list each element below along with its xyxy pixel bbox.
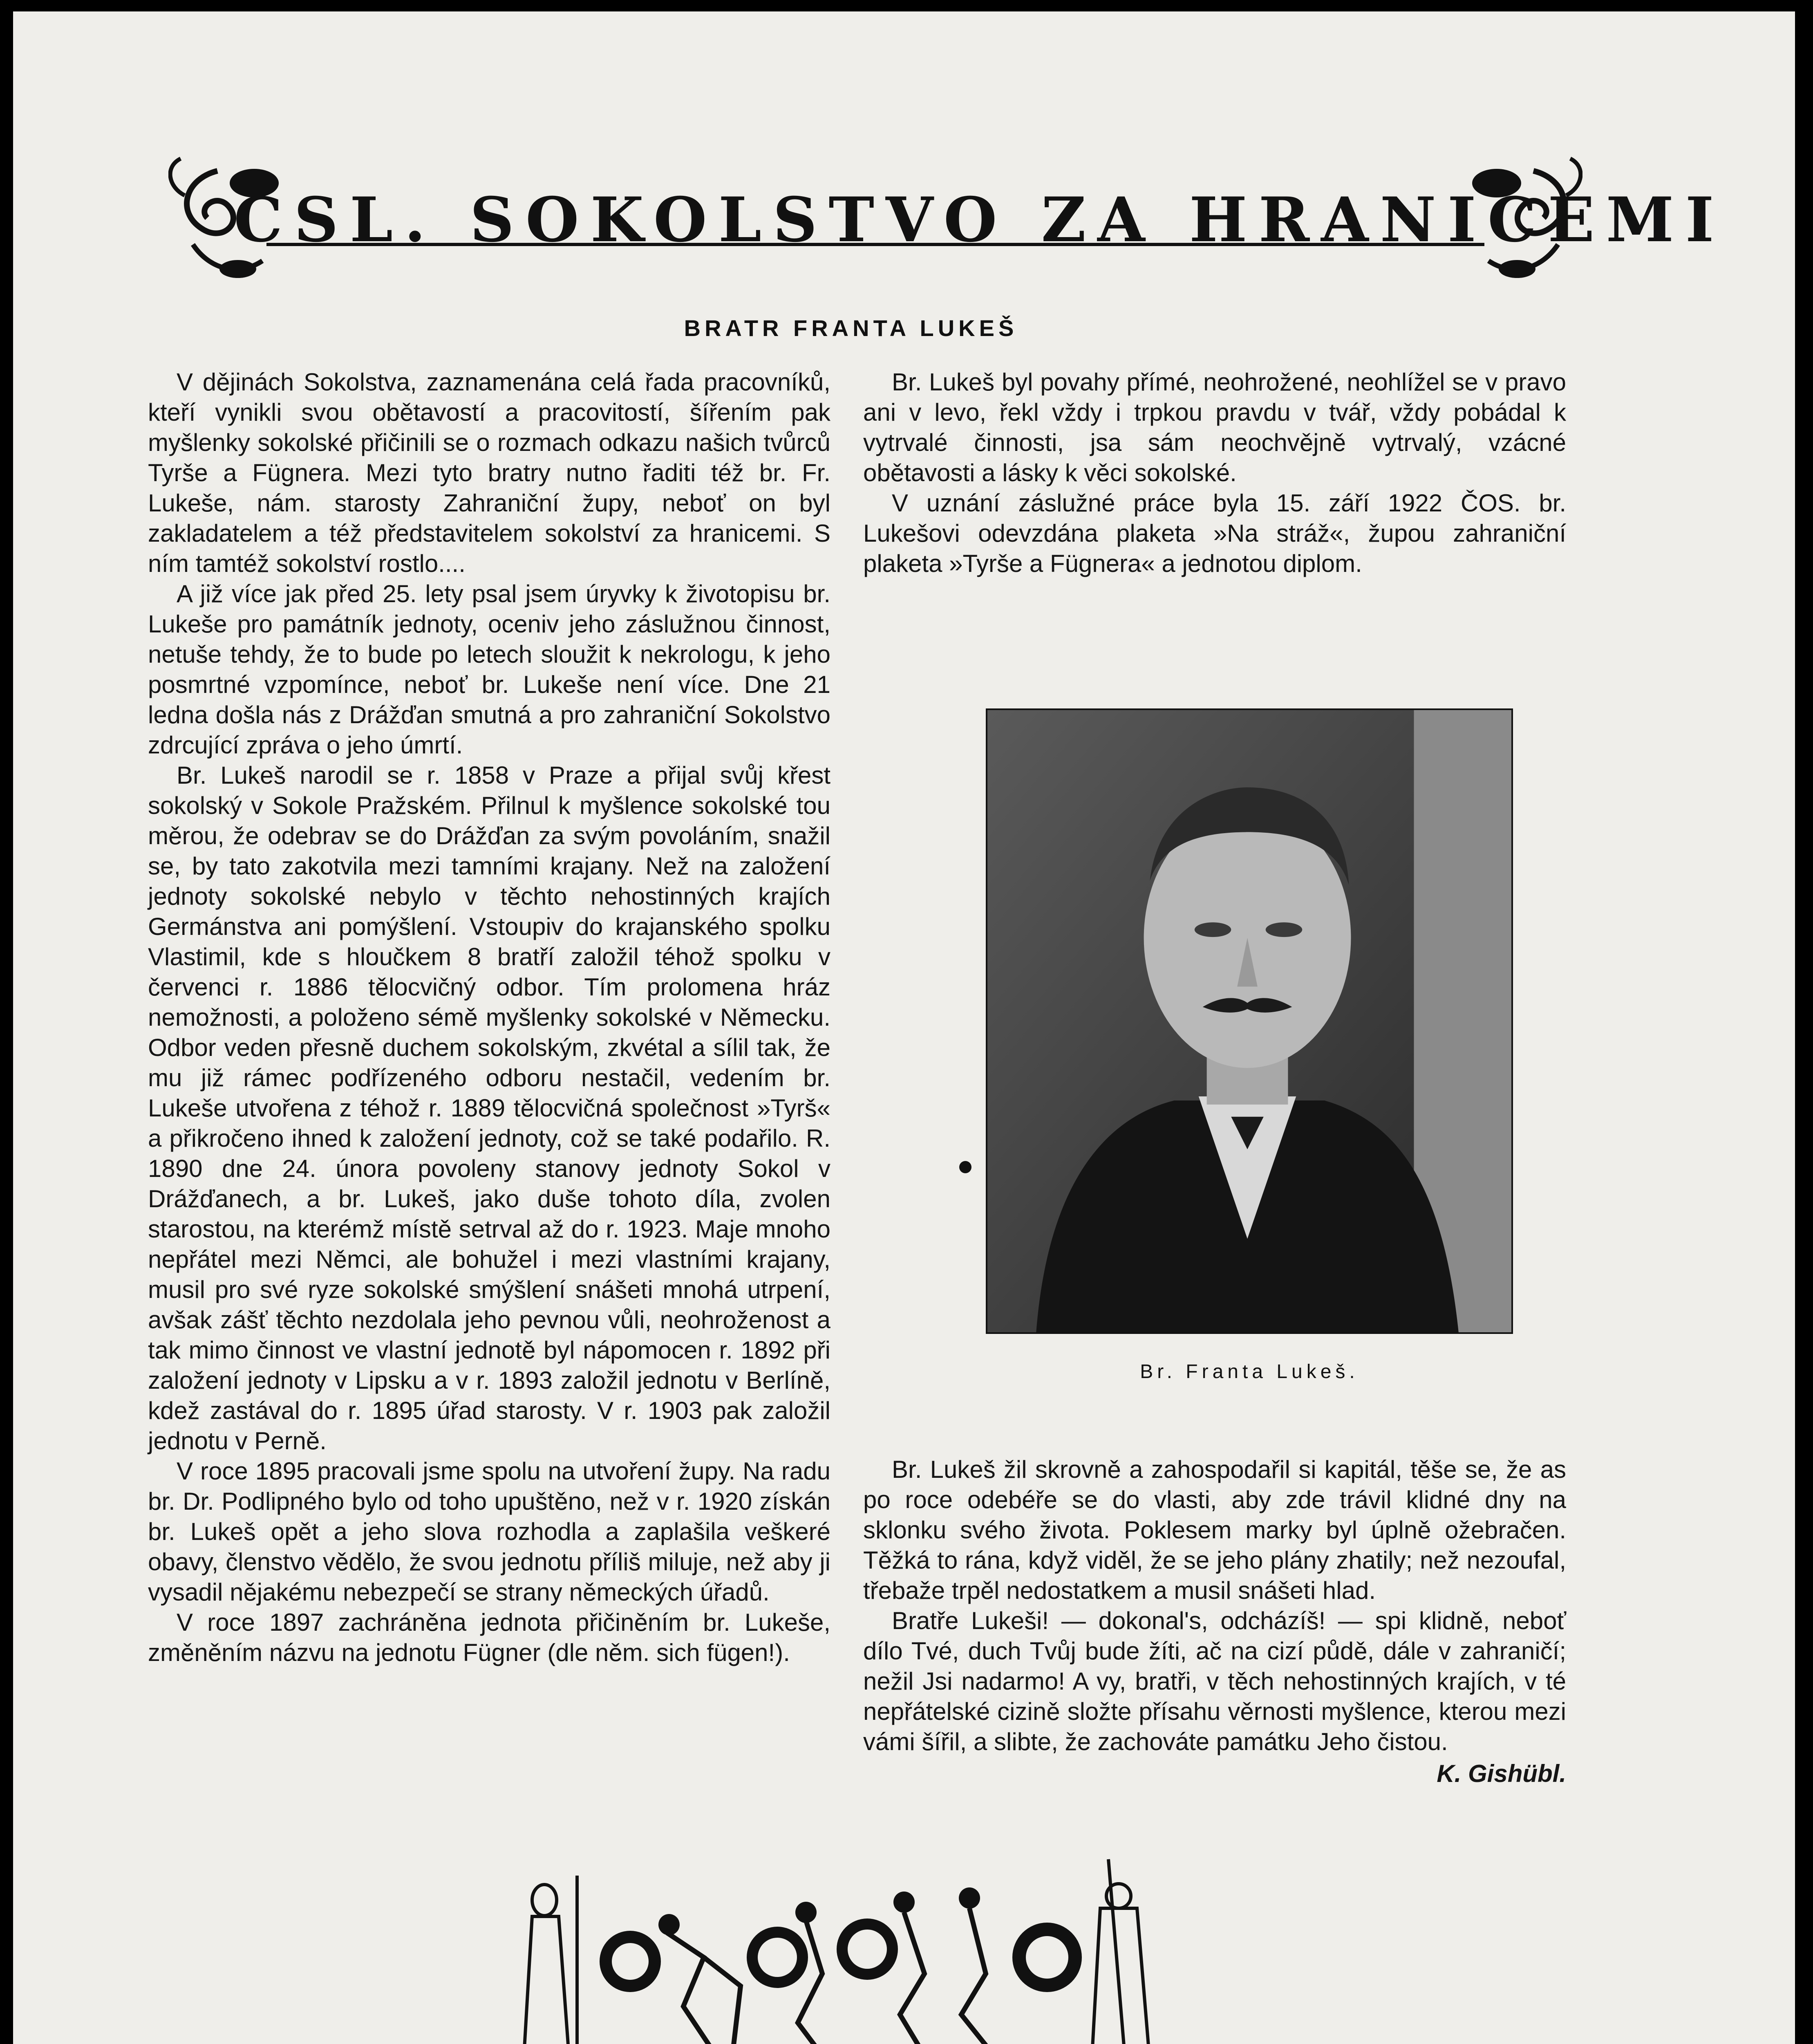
paragraph: A již více jak před 25. lety psal jsem úryvky k životopisu br. Lukeše pro památník jednoty, oceniv jeho záslužnou činnost, netuše tehdy, že to bude po letech sloužit k nekrologu, k jeho posmrtné vzpomínce, neboť br. Lukeše není více. Dne 21 ledna došla nás z Drážďan smutná a pro zahraniční Sokolstvo zdrcující zpráva o jeho úmrtí.: [148, 580, 830, 759]
author-signature: K. Gishübl.: [1437, 1760, 1566, 1787]
paragraph: Br. Lukeš žil skrovně a zahospodařil si kapitál, těše se, že as po roce odebéře se do vlasti, aby zde trávil klidné dny na sklonku svého života. Poklesem marky byl úplně ožebračen. Těžká to rána, když viděl, že se jeho plány zhatily; než nezoufal, třebaže trpěl nedostatkem a musil snášeti hlad.: [863, 1456, 1566, 1604]
article-title: BRATR FRANTA LUKEŠ: [684, 315, 1018, 341]
paragraph: V dějinách Sokolstva, zaznamenána celá řada pracovníků, kteří vynikli svou obětavostí a pracovitostí, šířením pak myšlenky sokolské přičinili se o rozmach odkazu našich tvůrců Tyrše a Fügnera. Mezi tyto bratry nutno řaditi též br. Fr. Lukeše, nám. starosty Zahraniční župy, neboť on byl zakladatelem a též představitelem sokolství za hranicemi. S ním tamtéž sokolství rostlo....: [148, 368, 830, 577]
paragraph: Br. Lukeš narodil se r. 1858 v Praze a přijal svůj křest sokolský v Sokole Pražském. Přilnul k myšlence sokolské tou měrou, že odebrav se do Drážďan za svým povoláním, snažil se, by tato zakotvila mezi tamními krajany. Než na založení jednoty sokolské nebylo v těchto nehostinných krajích Germánstva ani pomýšlení. Vstoupiv do krajanského spolku Vlastimil, kde s hloučkem 8 bratří založil téhož spolku v červenci r. 1886 tělocvičný odbor. Tím prolomena hráz nemožnosti, a položeno sémě myšlenky sokolské v Německu. Odbor veden přesně duchem sokolským, zkvétal a sílil tak, že mu již rámec podřízeného odboru nestačil, vedením br. Lukeše utvořena z téhož r. 1889 tělocvičná společnost »Tyrš« a přikročeno ihned k založení jednoty, což se také podařilo. R. 1890 dne 24. února povoleny stanovy jednoty Sokol v Drážďanech, a br. Lukeš, jako duše tohoto díla, zvolen starostou, na kterémž místě setrval až do r. 1923. Maje mnoho nepřátel mezi Němci, ale bohužel i mezi vlastními krajany, musil pro své ryze sokolské smýšlení snášeti mnohá utrpení, avšak zášť těchto nezdolala jeho pevnou vůli, neohroženost a tak mimo činnost ve vlastní jednotě byl nápomocen r. 1892 při založení jednoty v Lipsku a v r. 1893 založil jednotu v Berlíně, kdež zastával do r. 1895 úřad starosty. V r. 1903 pak založil jednotu v Perně.: [148, 762, 830, 1455]
margin-dot: [959, 1161, 971, 1173]
right-column-top: [863, 367, 1566, 579]
paragraph: V roce 1895 pracovali jsme spolu na utvoření župy. Na radu br. Dr. Podlipného bylo od toho upuštěno, než v r. 1920 získán br. Lukeš opět a jeho slova rozhodla a zaplašila veškeré obavy, členstvo vědělo, že svou jednotu příliš miluje, než aby ji vysadil nějakému nebezpečí se strany německých úřadů.: [148, 1457, 830, 1606]
paragraph: V uznání záslužné práce byla 15. září 1922 ČOS. br. Lukešovi odevzdána plaketa »Na stráž«, župou zahraniční plaketa »Tyrše a Fügnera« a jednotou diplom.: [863, 489, 1566, 577]
paragraph: Br. Lukeš byl povahy přímé, neohrožené, neohlížel se v pravo ani v levo, řekl vždy i trpkou pravdu v tvář, vždy pobádal k vytrvalé činnosti, jsa sám neochvějně vytrvalý, vzácné obětavosti a lásky k věci sokolské.: [863, 368, 1566, 486]
right-column-bottom: [863, 1455, 1566, 1789]
paragraph: Bratře Lukeši! — dokonal's, odcházíš! — spi klidně, neboť dílo Tvé, duch Tvůj bude žíti, ač na cizí půdě, dále v zahraničí; nežil Jsi nadarmo! A vy, bratři, v těch nehostinných krajích, v té nepřátelské cizině složte přísahu věrnosti myšlence, kterou mezi vámi šířil, a slibte, že zachováte památku Jeho čistou.: [863, 1607, 1566, 1755]
decorative-frieze: [512, 1851, 1190, 2044]
paragraph: V roce 1897 zachráněna jednota přičiněním br. Lukeše, změněním názvu na jednotu Fügner (dle něm. sich fügen!).: [148, 1609, 830, 1666]
portrait-photo: [986, 708, 1513, 1334]
photo-caption: Br. Franta Lukeš.: [1140, 1361, 1359, 1383]
document-page: [13, 11, 1795, 2044]
left-column: [148, 367, 830, 1668]
section-title: ČSL. SOKOLSTVO ZA HRANICEMI: [234, 184, 1726, 256]
